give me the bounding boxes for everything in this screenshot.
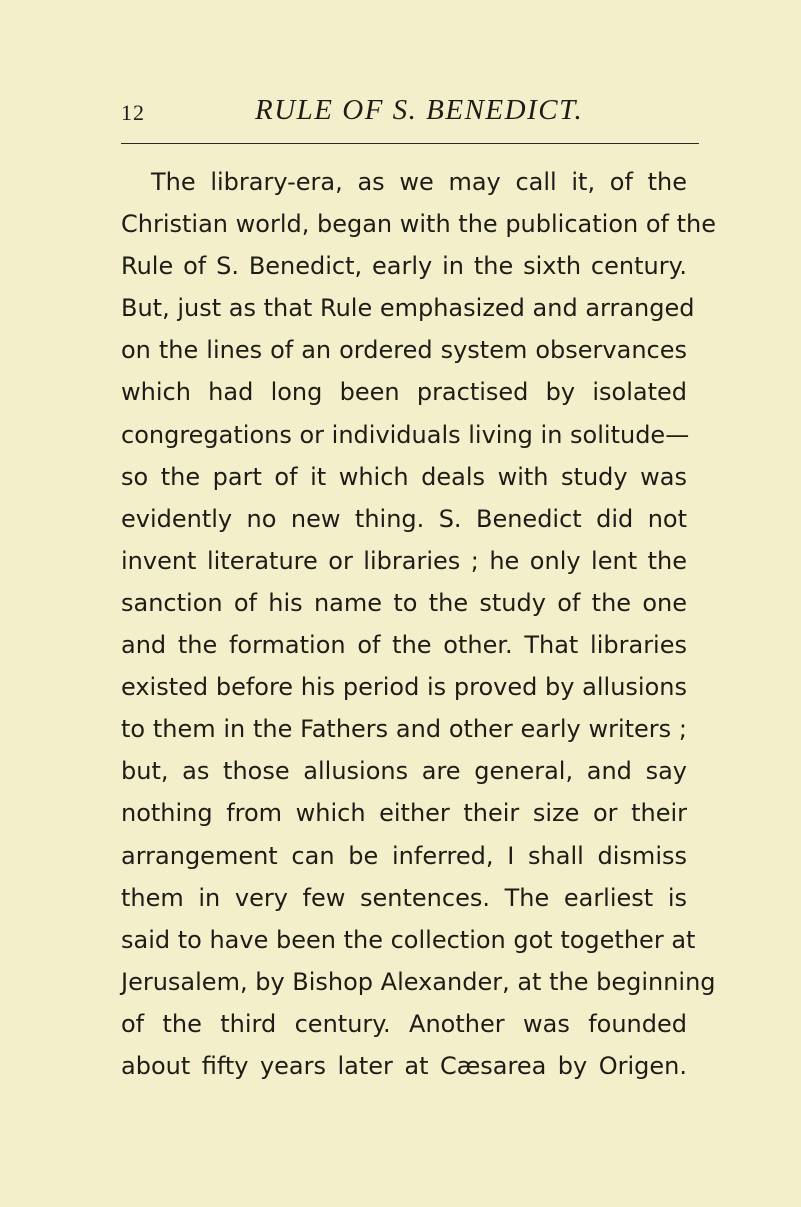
text-line: Christian world, began with the publication of the	[121, 210, 716, 239]
text-line: them in very few sentences. The earliest is	[121, 883, 687, 912]
text-line: evidently no new thing. S. Benedict did not	[121, 504, 687, 533]
text-line: sanction of his name to the study of the one	[121, 588, 687, 617]
body-paragraph	[121, 161, 716, 1087]
header-rule	[121, 143, 699, 144]
text-line: to them in the Fathers and other early writers ;	[121, 715, 687, 744]
text-line: arrangement can be inferred, I shall dismiss	[121, 841, 687, 870]
text-line: But, just as that Rule emphasized and arranged	[121, 294, 695, 323]
text-line: which had long been practised by isolated	[121, 378, 687, 407]
text-line: congregations or individuals living in solitude—	[121, 420, 690, 449]
page-number: 12	[121, 100, 145, 125]
text-line: said to have been the collection got together at	[121, 925, 696, 954]
text-line: but, as those allusions are general, and say	[121, 757, 687, 786]
text-line: so the part of it which deals with study was	[121, 462, 687, 491]
running-title: RULE OF S. BENEDICT.	[255, 94, 584, 126]
text-line: Jerusalem, by Bishop Alexander, at the beginning	[121, 967, 716, 996]
text-line: on the lines of an ordered system observances	[121, 336, 687, 365]
text-line: about fifty years later at Cæsarea by Origen.	[121, 1051, 687, 1080]
running-head	[121, 94, 701, 136]
text-line: existed before his period is proved by allusions	[121, 673, 687, 702]
text-line: The library-era, as we may call it, of the	[151, 168, 687, 196]
text-line: Rule of S. Benedict, early in the sixth century.	[121, 252, 687, 281]
text-line: nothing from which either their size or their	[121, 799, 687, 828]
text-line: invent literature or libraries ; he only lent the	[121, 546, 687, 575]
text-line: and the formation of the other. That libraries	[121, 631, 687, 660]
text-line: of the third century. Another was founded	[121, 1009, 687, 1038]
